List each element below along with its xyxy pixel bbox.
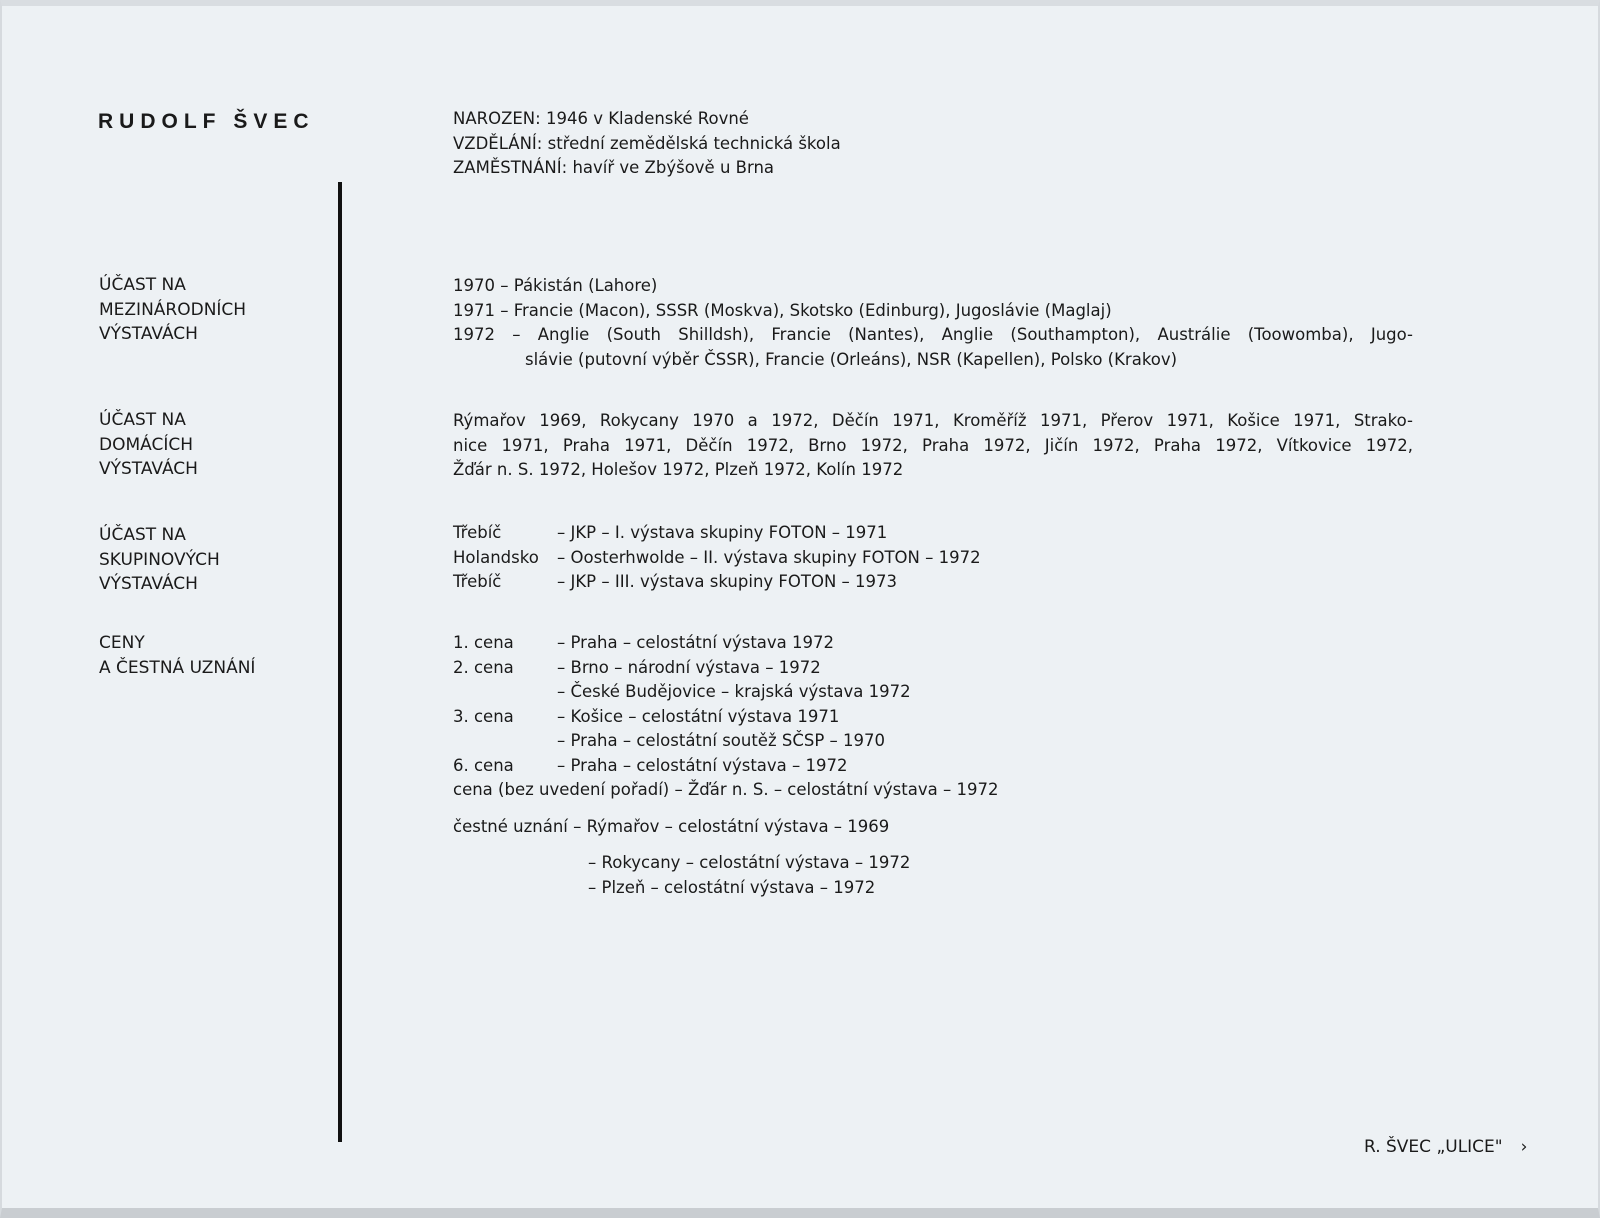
- award-rank: 6. cena: [453, 755, 514, 775]
- awards-list: [453, 631, 1413, 900]
- group-label: [99, 523, 220, 597]
- award-detail: – Praha – celostátní soutěž SČSP – 1970: [557, 731, 886, 750]
- table-row: [453, 631, 911, 656]
- label-line: VÝSTAVÁCH: [99, 459, 198, 479]
- award-detail: – Praha – celostátní výstava – 1972: [557, 755, 848, 775]
- table-row: [453, 680, 911, 705]
- honorable-mention: čestné uznání – Rýmařov – celostátní výstava – 1969: [453, 816, 890, 836]
- label-line: ÚČAST NA: [99, 525, 186, 545]
- award-detail: – Praha – celostátní výstava 1972: [557, 633, 835, 652]
- group-detail: – Oosterhwolde – II. výstava skupiny FOTON – 1972: [557, 547, 981, 567]
- group-detail: – JKP – I. výstava skupiny FOTON – 1971: [557, 523, 888, 542]
- domestic-line: Rýmařov 1969, Rokycany 1970 a 1972, Děčín 1971, Kroměříž 1971, Přerov 1971, Košice 1971, Strako-: [453, 411, 1413, 430]
- group-detail: – JKP – III. výstava skupiny FOTON – 1973: [557, 572, 898, 591]
- domestic-label: [99, 408, 198, 482]
- award-detail: – Košice – celostátní výstava 1971: [557, 706, 840, 726]
- table-row: [453, 521, 981, 546]
- international-1972: 1972 – Anglie (South Shilldsh), Francie (Nantes), Anglie (Southampton), Austrálie (Toowomba), Jugo-: [453, 325, 1413, 344]
- table-row: [453, 570, 981, 595]
- awards-label: [99, 631, 255, 680]
- domestic-list: [453, 409, 1413, 483]
- bio-employment: ZAMĚSTNÁNÍ: havíř ve Zbýšově u Brna: [453, 158, 775, 177]
- award-rank: 2. cena: [453, 657, 514, 677]
- label-line: A ČESTNÁ UZNÁNÍ: [99, 657, 256, 678]
- vertical-divider: [338, 182, 342, 1142]
- honorable-mention: – Plzeň – celostátní výstava – 1972: [588, 877, 876, 897]
- international-list: [453, 274, 1413, 372]
- international-1970: 1970 – Pákistán (Lahore): [453, 276, 658, 295]
- group-place: Holandsko: [453, 547, 539, 567]
- label-line: ÚČAST NA: [99, 410, 186, 430]
- group-place: Třebíč: [453, 523, 502, 542]
- label-line: ÚČAST NA: [99, 275, 186, 295]
- label-line: MEZINÁRODNÍCH: [99, 299, 247, 320]
- caption-text: R. ŠVEC „ULICE": [1364, 1137, 1503, 1157]
- artist-name: RUDOLF ŠVEC: [98, 110, 315, 133]
- table-row: [453, 546, 981, 571]
- award-rank: 1. cena: [453, 633, 514, 652]
- label-line: DOMÁCÍCH: [99, 434, 194, 455]
- label-line: VÝSTAVÁCH: [99, 324, 198, 344]
- chevron-right-icon: ›: [1520, 1137, 1528, 1157]
- table-row: [453, 754, 911, 779]
- international-1971: 1971 – Francie (Macon), SSSR (Moskva), Skotsko (Edinburg), Jugoslávie (Maglaj): [453, 300, 1112, 320]
- bio-born: NAROZEN: 1946 v Kladenské Rovné: [453, 109, 749, 128]
- group-list: [453, 521, 1413, 595]
- table-row: [453, 729, 911, 754]
- award-rank: 3. cena: [453, 706, 514, 726]
- label-line: SKUPINOVÝCH: [99, 549, 220, 570]
- footer-caption: [1364, 1137, 1527, 1157]
- award-rank: [453, 680, 557, 705]
- label-line: CENY: [99, 633, 145, 653]
- table-row: [453, 656, 911, 681]
- bio-section: [453, 107, 1413, 181]
- award-rank: [453, 729, 557, 754]
- bio-education: VZDĚLÁNÍ: střední zemědělská technická škola: [453, 133, 841, 153]
- honorable-mention: – Rokycany – celostátní výstava – 1972: [588, 853, 911, 872]
- international-1972-cont: slávie (putovní výběr ČSSR), Francie (Orleáns), NSR (Kapellen), Polsko (Krakov): [525, 349, 1178, 369]
- awards-table: [453, 631, 911, 778]
- label-line: VÝSTAVÁCH: [99, 574, 198, 594]
- international-label: [99, 273, 246, 347]
- domestic-line: Žďár n. S. 1972, Holešov 1972, Plzeň 1972, Kolín 1972: [453, 460, 904, 479]
- award-detail: – Brno – národní výstava – 1972: [557, 657, 821, 677]
- award-unranked: cena (bez uvedení pořadí) – Žďár n. S. – celostátní výstava – 1972: [453, 780, 999, 799]
- domestic-line: nice 1971, Praha 1971, Děčín 1972, Brno 1972, Praha 1972, Jičín 1972, Praha 1972, Vítkovice 1972,: [453, 435, 1413, 455]
- group-place: Třebíč: [453, 572, 502, 591]
- table-row: [453, 705, 911, 730]
- group-table: [453, 521, 981, 595]
- award-detail: – České Budějovice – krajská výstava 1972: [557, 682, 911, 701]
